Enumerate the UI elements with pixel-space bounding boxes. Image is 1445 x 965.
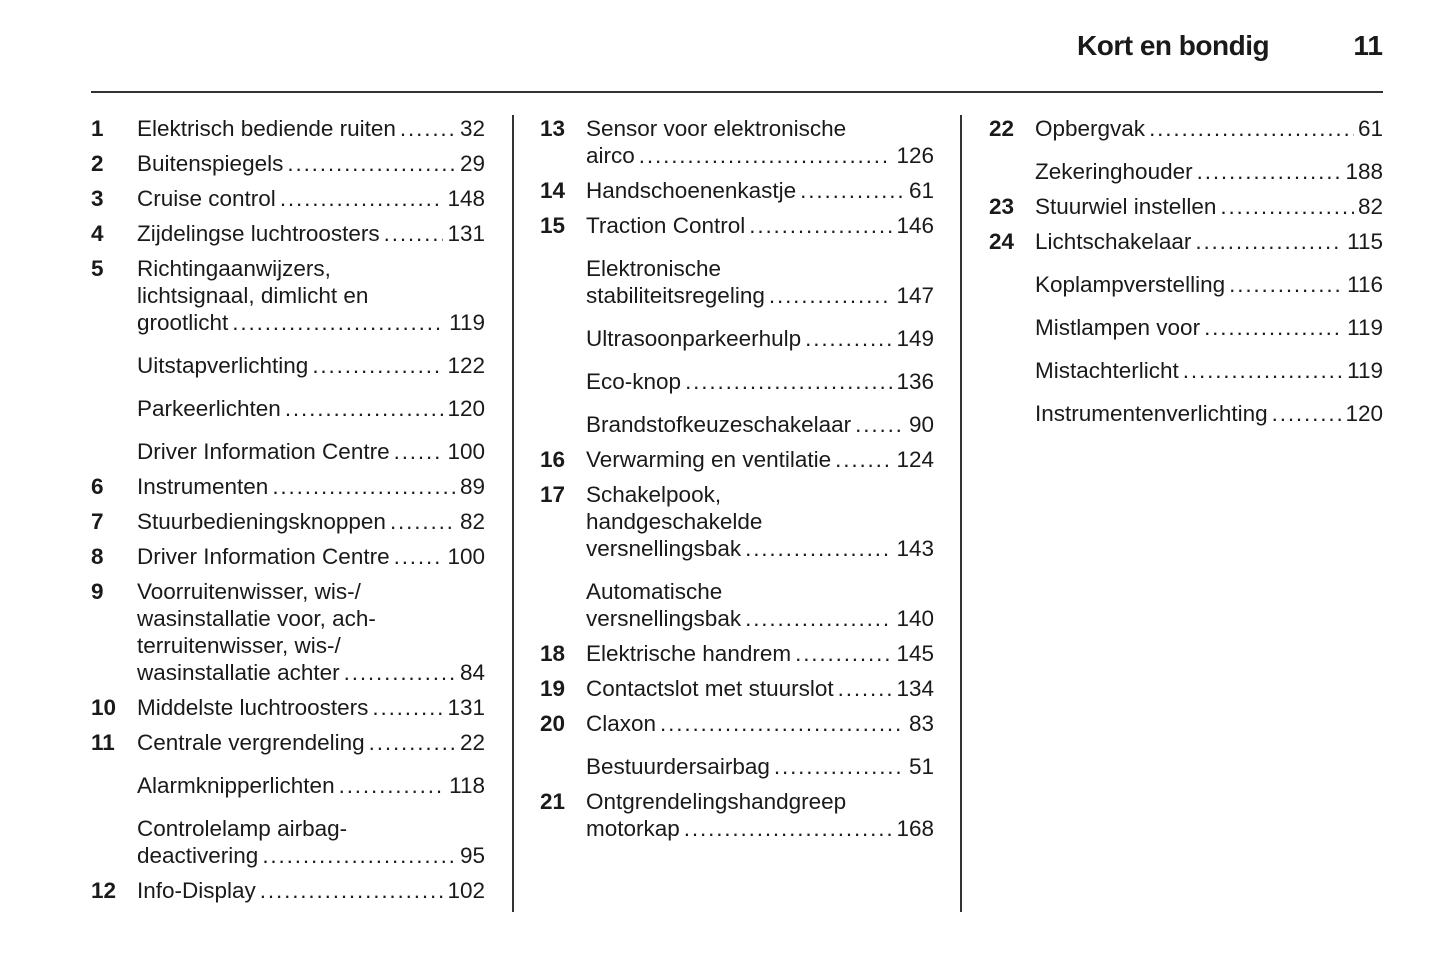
dot-leader (372, 694, 443, 721)
entry-text: Instrumenten (137, 474, 269, 499)
entry-text: Ontgrendelingshandgreep (586, 789, 847, 814)
dot-leader (262, 842, 456, 869)
dot-leader (1183, 357, 1343, 384)
index-entry[interactable] (91, 772, 485, 799)
entry-page[interactable]: 22 (459, 730, 485, 755)
entry-last-line (137, 309, 485, 336)
entry-last-line (586, 325, 934, 352)
index-entry[interactable] (91, 115, 485, 142)
dot-leader (285, 395, 444, 422)
index-entry[interactable] (91, 255, 485, 336)
index-entry[interactable] (540, 788, 934, 842)
dot-leader (394, 543, 444, 570)
entry-page[interactable]: 143 (896, 536, 934, 561)
entry-page[interactable]: 100 (447, 544, 485, 569)
dot-leader (660, 710, 905, 737)
entry-number: 15 (540, 213, 566, 238)
entry-page[interactable]: 140 (896, 606, 934, 631)
dot-leader (1195, 228, 1343, 255)
index-entry[interactable] (91, 473, 485, 500)
entry-text: Verwarming en ventilatie (586, 447, 832, 472)
index-entry[interactable] (91, 694, 485, 721)
dot-leader (805, 325, 892, 352)
entry-last-line (137, 185, 485, 212)
dot-leader (800, 177, 905, 204)
column-divider (512, 115, 514, 912)
dot-leader (685, 368, 892, 395)
entry-last-line (137, 694, 485, 721)
index-entry[interactable] (989, 357, 1383, 384)
dot-leader (232, 309, 445, 336)
entry-page[interactable]: 89 (459, 474, 485, 499)
entry-number: 5 (91, 256, 104, 281)
entry-text: Koplampverstelling (1035, 272, 1226, 297)
index-column-2 (540, 115, 934, 842)
entry-page[interactable]: 122 (447, 353, 485, 378)
entry-last-line (1035, 314, 1383, 341)
section-title: Kort en bondig (1077, 30, 1270, 61)
index-entry[interactable] (540, 640, 934, 667)
entry-last-line (586, 177, 934, 204)
entry-page[interactable]: 51 (908, 754, 934, 779)
entry-text: Lichtschakelaar (1035, 229, 1192, 254)
entry-page[interactable]: 32 (459, 116, 485, 141)
entry-text: Controlelamp airbag- (137, 816, 348, 841)
index-entry[interactable] (989, 314, 1383, 341)
entry-last-line (586, 535, 934, 562)
entry-page[interactable]: 131 (447, 221, 485, 246)
entry-text: Driver Information Centre (137, 544, 390, 569)
entry-text: Brandstofkeuzeschakelaar (586, 412, 852, 437)
entry-last-line (137, 543, 485, 570)
entry-number: 2 (91, 151, 104, 176)
dot-leader (795, 640, 892, 667)
dot-leader (339, 772, 446, 799)
entry-text: Eco-knop (586, 369, 682, 394)
dot-leader (855, 411, 905, 438)
entry-page[interactable]: 146 (896, 213, 934, 238)
entry-last-line (586, 753, 934, 780)
dot-leader (1220, 193, 1354, 220)
dot-leader (280, 185, 444, 212)
entry-last-line (137, 220, 485, 247)
dot-leader (838, 675, 893, 702)
dot-leader (745, 535, 892, 562)
entry-number: 17 (540, 482, 566, 507)
entry-page[interactable]: 120 (1345, 401, 1383, 426)
entry-number: 18 (540, 641, 566, 666)
index-entry[interactable] (540, 481, 934, 562)
entry-page[interactable]: 82 (1357, 194, 1383, 219)
index-entry[interactable] (540, 368, 934, 395)
entry-page[interactable]: 115 (1347, 229, 1383, 254)
entry-text: handgeschakelde (586, 509, 763, 534)
dot-leader (745, 605, 892, 632)
entry-last-line (137, 438, 485, 465)
entry-last-line (586, 710, 934, 737)
entry-last-line (137, 115, 485, 142)
dot-leader (769, 282, 893, 309)
dot-leader (384, 220, 444, 247)
entry-text: Ultrasoonparkeerhulp (586, 326, 802, 351)
entry-text: Zekeringhouder (1035, 159, 1193, 184)
entry-text: Parkeerlichten (137, 396, 281, 421)
entry-page[interactable]: 188 (1345, 159, 1383, 184)
column-divider (960, 115, 962, 912)
dot-leader (835, 446, 892, 473)
index-entry[interactable] (91, 438, 485, 465)
entry-page[interactable]: 148 (447, 186, 485, 211)
index-entry[interactable] (540, 753, 934, 780)
index-entry[interactable] (91, 877, 485, 904)
entry-last-line (137, 352, 485, 379)
entry-page[interactable]: 136 (896, 369, 934, 394)
entry-text: Elektrisch bediende ruiten (137, 116, 396, 141)
entry-last-line (1035, 400, 1383, 427)
index-entry[interactable] (91, 729, 485, 756)
index-entry[interactable] (540, 177, 934, 204)
entry-last-line (137, 842, 485, 869)
entry-text: Sensor voor elektronische (586, 116, 847, 141)
entry-text: Elektrische handrem (586, 641, 792, 666)
dot-leader (390, 508, 456, 535)
entry-last-line (1035, 271, 1383, 298)
entry-page[interactable]: 102 (447, 878, 485, 903)
index-entry[interactable] (989, 193, 1383, 220)
entry-page[interactable]: 116 (1347, 272, 1383, 297)
entry-text: Mistlampen voor (1035, 315, 1201, 340)
dot-leader (260, 877, 444, 904)
entry-text: Schakelpook, (586, 482, 722, 507)
entry-page[interactable]: 131 (447, 695, 485, 720)
entry-number: 8 (91, 544, 104, 569)
entry-last-line (137, 772, 485, 799)
entry-text: Contactslot met stuurslot (586, 676, 834, 701)
entry-text: airco (586, 143, 635, 168)
entry-number: 7 (91, 509, 104, 534)
index-entry[interactable] (91, 508, 485, 535)
index-entry[interactable] (989, 271, 1383, 298)
index-entry[interactable] (91, 220, 485, 247)
entry-last-line (586, 605, 934, 632)
entry-number: 12 (91, 878, 117, 903)
entry-text: Opbergvak (1035, 116, 1146, 141)
entry-last-line (137, 877, 485, 904)
dot-leader (1204, 314, 1343, 341)
entry-last-line (1035, 193, 1383, 220)
entry-last-line (1035, 357, 1383, 384)
entry-last-line (137, 659, 485, 686)
entry-page[interactable]: 145 (896, 641, 934, 666)
entry-text: Centrale vergrendeling (137, 730, 365, 755)
entry-number: 23 (989, 194, 1015, 219)
dot-leader (394, 438, 444, 465)
entry-number: 9 (91, 579, 104, 604)
entry-number: 20 (540, 711, 566, 736)
index-entry[interactable] (91, 352, 485, 379)
dot-leader (1272, 400, 1342, 427)
entry-text: Uitstapverlichting (137, 353, 309, 378)
entry-number: 13 (540, 116, 566, 141)
dot-leader (749, 212, 892, 239)
entry-text: Automatische (586, 579, 723, 604)
entry-number: 10 (91, 695, 117, 720)
index-column-1 (91, 115, 485, 904)
index-entry[interactable] (540, 446, 934, 473)
entry-number: 16 (540, 447, 566, 472)
index-entry[interactable] (91, 395, 485, 422)
entry-last-line (1035, 228, 1383, 255)
entry-text: Stuurbedieningsknoppen (137, 509, 386, 534)
entry-text: Info-Display (137, 878, 256, 903)
entry-number: 14 (540, 178, 566, 203)
index-entry[interactable] (91, 150, 485, 177)
entry-page[interactable]: 149 (896, 326, 934, 351)
dot-leader (684, 815, 893, 842)
entry-page[interactable]: 29 (459, 151, 485, 176)
entry-text: Instrumentenverlichting (1035, 401, 1268, 426)
entry-page[interactable]: 90 (908, 412, 934, 437)
dot-leader (287, 150, 456, 177)
entry-page[interactable]: 61 (1357, 116, 1383, 141)
entry-last-line (1035, 158, 1383, 185)
index-entry[interactable] (91, 815, 485, 869)
entry-text: wasinstallatie voor, ach- (137, 606, 376, 631)
entry-text: Claxon (586, 711, 657, 736)
entry-text: Alarmknipperlichten (137, 773, 335, 798)
index-entry[interactable] (989, 228, 1383, 255)
entry-last-line (137, 508, 485, 535)
entry-text: stabiliteitsregeling (586, 283, 765, 308)
header-rule (91, 91, 1383, 93)
entry-text: deactivering (137, 843, 259, 868)
index-entry[interactable] (540, 212, 934, 239)
entry-text: Elektronische (586, 256, 722, 281)
entry-last-line (586, 640, 934, 667)
index-entry[interactable] (540, 115, 934, 169)
page-number: 11 (1353, 30, 1383, 61)
entry-text: versnellingsbak (586, 536, 742, 561)
entry-page[interactable]: 61 (908, 178, 934, 203)
index-entry[interactable] (540, 675, 934, 702)
dot-leader (312, 352, 443, 379)
entry-last-line (586, 411, 934, 438)
entry-text: wasinstallatie achter (137, 660, 340, 685)
entry-page[interactable]: 118 (449, 773, 485, 798)
entry-text: grootlicht (137, 310, 229, 335)
entry-number: 19 (540, 676, 566, 701)
entry-number: 22 (989, 116, 1015, 141)
entry-text: Mistachterlicht (1035, 358, 1179, 383)
entry-text: Voorruitenwisser, wis-/ (137, 579, 361, 604)
entry-page[interactable]: 168 (896, 816, 934, 841)
entry-number: 1 (91, 116, 104, 141)
entry-last-line (586, 446, 934, 473)
entry-text: Driver Information Centre (137, 439, 390, 464)
entry-text: motorkap (586, 816, 680, 841)
entry-page[interactable]: 84 (459, 660, 485, 685)
entry-text: Handschoenenkastje (586, 178, 797, 203)
index-entry[interactable] (540, 710, 934, 737)
entry-text: Zijdelingse luchtroosters (137, 221, 380, 246)
entry-text: lichtsignaal, dimlicht en (137, 283, 369, 308)
entry-text: Traction Control (586, 213, 746, 238)
dot-leader (1149, 115, 1354, 142)
entry-page[interactable]: 119 (1347, 315, 1383, 340)
index-entry[interactable] (989, 158, 1383, 185)
dot-leader (1229, 271, 1343, 298)
entry-text: Buitenspiegels (137, 151, 284, 176)
dot-leader (1197, 158, 1342, 185)
dot-leader (369, 729, 456, 756)
index-entry[interactable] (91, 543, 485, 570)
entry-page[interactable]: 95 (459, 843, 485, 868)
entry-page[interactable]: 100 (447, 439, 485, 464)
entry-last-line (137, 729, 485, 756)
index-column-3 (989, 115, 1383, 427)
entry-page[interactable]: 82 (459, 509, 485, 534)
entry-text: Middelste luchtroosters (137, 695, 369, 720)
index-entry[interactable] (989, 115, 1383, 142)
dot-leader (272, 473, 456, 500)
entry-number: 6 (91, 474, 104, 499)
entry-last-line (137, 150, 485, 177)
entry-page[interactable]: 126 (896, 143, 934, 168)
index-entry[interactable] (540, 325, 934, 352)
index-entry[interactable] (540, 411, 934, 438)
entry-page[interactable]: 147 (896, 283, 934, 308)
dot-leader (639, 142, 893, 169)
entry-last-line (586, 142, 934, 169)
entry-last-line (586, 282, 934, 309)
entry-page[interactable]: 124 (896, 447, 934, 472)
entry-text: Bestuurdersairbag (586, 754, 770, 779)
index-entry[interactable] (540, 578, 934, 632)
entry-last-line (586, 815, 934, 842)
entry-page[interactable]: 119 (449, 310, 485, 335)
dot-leader (400, 115, 456, 142)
entry-page[interactable]: 83 (908, 711, 934, 736)
entry-number: 3 (91, 186, 104, 211)
entry-last-line (1035, 115, 1383, 142)
entry-page[interactable]: 119 (1347, 358, 1383, 383)
entry-page[interactable]: 134 (896, 676, 934, 701)
entry-text: versnellingsbak (586, 606, 742, 631)
index-entry[interactable] (91, 578, 485, 686)
entry-last-line (137, 473, 485, 500)
index-entry[interactable] (989, 400, 1383, 427)
entry-last-line (586, 368, 934, 395)
entry-last-line (137, 395, 485, 422)
dot-leader (344, 659, 456, 686)
entry-text: terruitenwisser, wis-/ (137, 633, 341, 658)
entry-text: Stuurwiel instellen (1035, 194, 1217, 219)
index-entry[interactable] (540, 255, 934, 309)
entry-last-line (586, 212, 934, 239)
entry-page[interactable]: 120 (447, 396, 485, 421)
dot-leader (774, 753, 905, 780)
entry-text: Richtingaanwijzers, (137, 256, 331, 281)
index-entry[interactable] (91, 185, 485, 212)
entry-text: Cruise control (137, 186, 276, 211)
entry-number: 24 (989, 229, 1015, 254)
entry-last-line (586, 675, 934, 702)
entry-number: 11 (91, 730, 115, 755)
entry-number: 21 (540, 789, 566, 814)
entry-number: 4 (91, 221, 104, 246)
